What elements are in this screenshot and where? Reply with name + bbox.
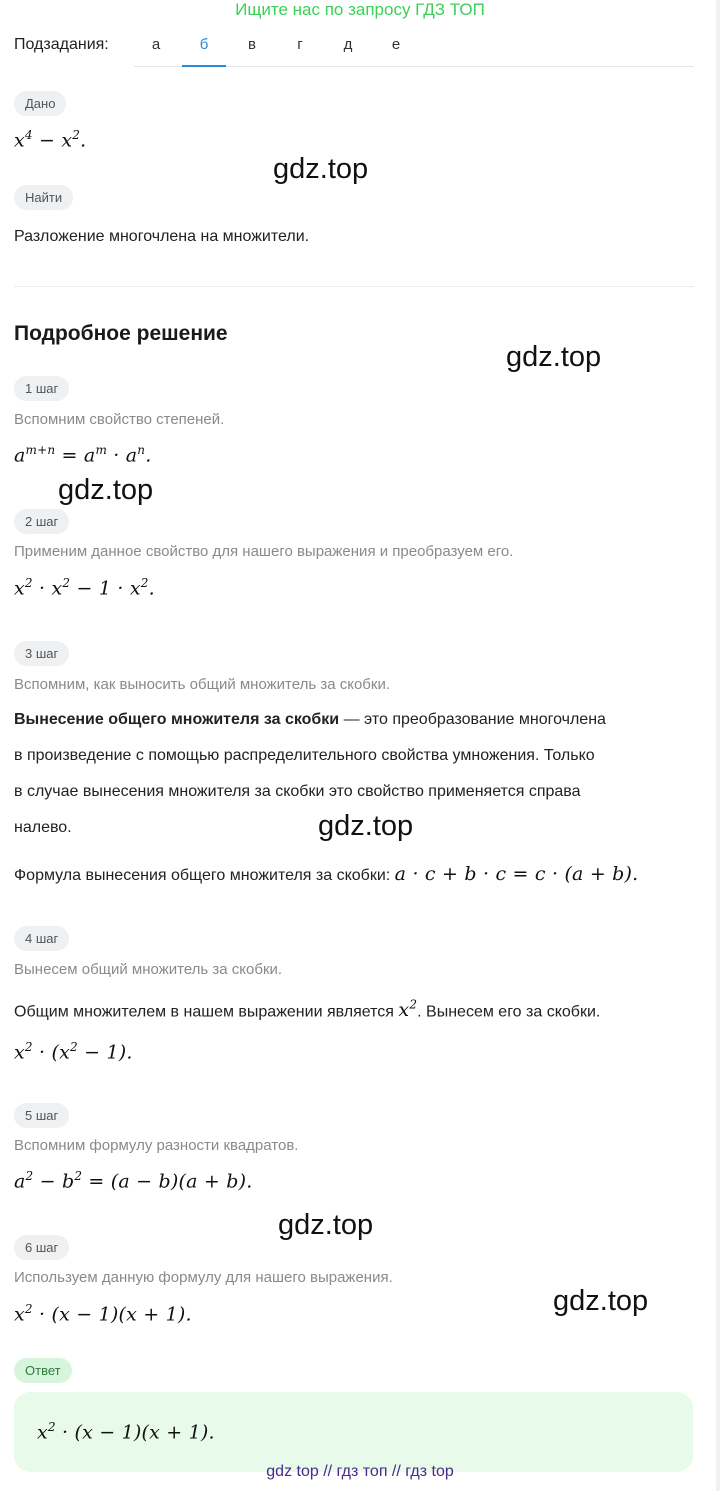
watermark: gdz.top [278, 1209, 374, 1241]
step-2-chip: 2 шаг [14, 509, 69, 534]
step-3-line-3: в случае вынесения множителя за скобки это свойство применяется справа [14, 783, 581, 800]
given-chip: Дано [14, 91, 66, 116]
watermark: gdz.top [318, 810, 414, 842]
step-3-formula: a · c + b · c = c · (a + b). [394, 863, 639, 885]
answer-formula: $x^2 \cdot (x - 1)(x + 1)$. [37, 1420, 215, 1444]
active-tab-underline [182, 65, 226, 67]
step-6-formula: $x^2 \cdot (x - 1)(x + 1)$. [14, 1302, 192, 1326]
step-2-formula: $x^2 \cdot x^2 - 1 \cdot x^2$. [14, 576, 155, 600]
answer-chip: Ответ [14, 1358, 72, 1383]
step-5-hint: Вспомним формулу разности квадратов. [14, 1137, 299, 1154]
tab-a[interactable]: а [151, 36, 161, 53]
step-4-inline-math: $x^2$ [398, 998, 418, 1022]
find-text: Разложение многочлена на множители. [14, 228, 310, 245]
step-4-hint: Вынесем общий множитель за скобки. [14, 961, 283, 978]
tab-d[interactable]: д [343, 36, 353, 53]
step-4-text: Общим множителем в нашем выражении является $x^2$. Вынесем его за скобки. [14, 998, 601, 1022]
find-chip: Найти [14, 185, 73, 210]
tab-v[interactable]: в [248, 36, 256, 53]
watermark: gdz.top [58, 474, 154, 506]
given-expression: $x^4 - x^2$. [14, 128, 87, 152]
subtask-tabs [134, 28, 694, 67]
step-1-formula: $a^{m+n} = a^m \cdot a^n$. [14, 443, 152, 467]
tab-b[interactable]: б [199, 36, 209, 53]
step-4-chip: 4 шаг [14, 926, 69, 951]
step-3-formula-label: Формула вынесения общего множителя за скобки: [14, 867, 395, 884]
subtasks-label: Подзадания: [14, 36, 109, 53]
step-3-formula-line [14, 856, 638, 894]
section-divider [14, 286, 694, 287]
step-3-hint: Вспомним, как выносить общий множитель за скобки. [14, 676, 390, 693]
tab-g[interactable]: г [297, 36, 303, 53]
watermark: gdz.top [273, 153, 369, 185]
step-4-formula: $x^2 \cdot (x^2 - 1)$. [14, 1040, 133, 1064]
step-3-bold-term: Вынесение общего множителя за скобки [14, 711, 340, 728]
step-3-chip: 3 шаг [14, 641, 69, 666]
step-3-line-4: налево. [14, 819, 72, 836]
step-3-line-1: Вынесение общего множителя за скобки — это преобразование многочлена [14, 711, 606, 728]
watermark: gdz.top [553, 1285, 649, 1317]
step-5-formula: $a^2 - b^2 = (a - b)(a + b)$. [14, 1169, 253, 1193]
step-1-chip: 1 шаг [14, 376, 69, 401]
step-2-hint: Применим данное свойство для нашего выражения и преобразуем его. [14, 543, 514, 560]
step-3-line-2: в произведение с помощью распределительного свойства умножения. Только [14, 747, 595, 764]
step-6-hint: Используем данную формулу для нашего выражения. [14, 1269, 393, 1286]
solution-title: Подробное решение [14, 322, 228, 345]
top-banner: Ищите нас по запросу ГДЗ ТОП [235, 0, 485, 19]
tab-e[interactable]: е [391, 36, 401, 53]
step-1-hint: Вспомним свойство степеней. [14, 411, 225, 428]
step-5-chip: 5 шаг [14, 1103, 69, 1128]
watermark: gdz.top [506, 341, 602, 373]
step-6-chip: 6 шаг [14, 1235, 69, 1260]
footer-links[interactable]: gdz top // гдз топ // гдз top [266, 1463, 454, 1480]
scrollbar[interactable] [716, 0, 720, 1491]
